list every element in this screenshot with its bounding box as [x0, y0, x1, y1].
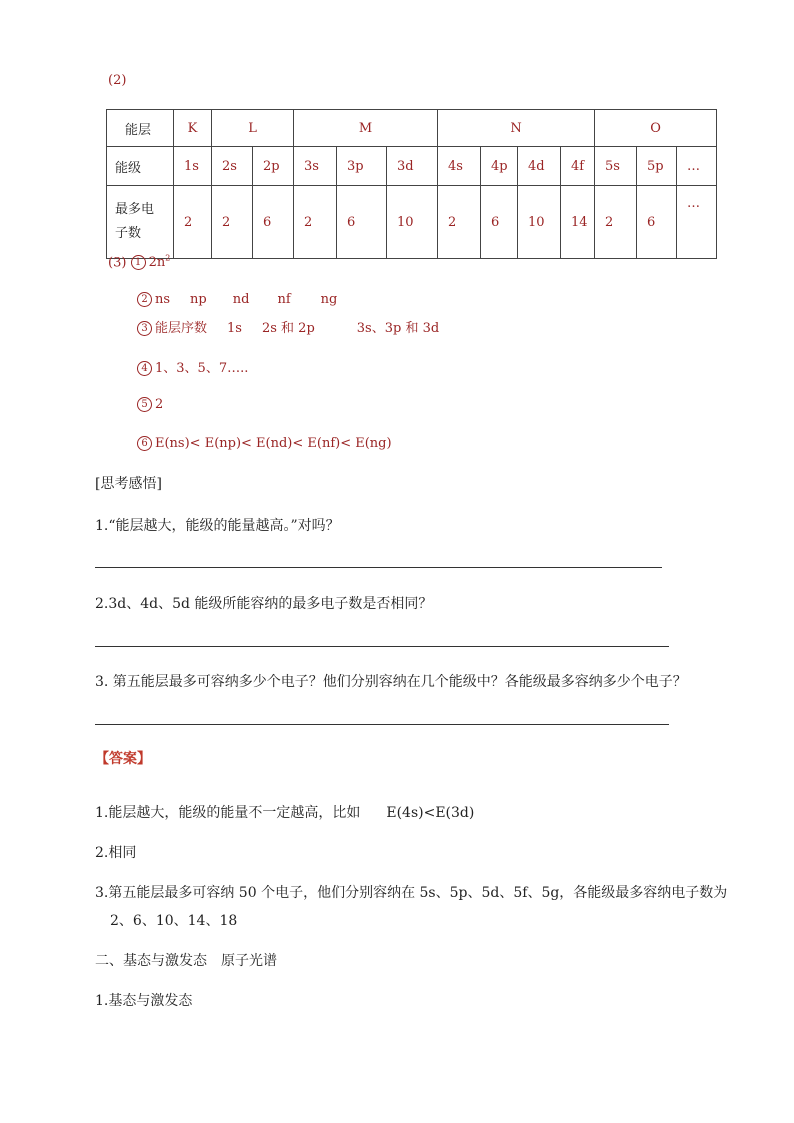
max-electron-cell: 2 — [212, 186, 253, 259]
formula-base: 2n — [148, 255, 166, 271]
max-electron-cell: 2 — [438, 186, 481, 259]
energy-level-table — [106, 109, 717, 259]
max-electron-header-line1: 最多电 — [115, 202, 155, 217]
sublevel-cell: 1s — [174, 147, 212, 186]
max-electron-cell: 6 — [253, 186, 294, 259]
answer-line-3 — [95, 724, 669, 725]
sublevel-cell: 2s — [212, 147, 253, 186]
section2-sub1: 1.基态与激发态 — [95, 993, 193, 1009]
sublevel-cell: 2p — [253, 147, 294, 186]
part3-item6 — [137, 436, 392, 451]
max-electron-cell: 10 — [518, 186, 561, 259]
part3-item5 — [137, 397, 163, 412]
circled-number: 5 — [137, 397, 152, 412]
think-question-2: 2.3d、4d、5d 能级所能容纳的最多电子数是否相同？ — [95, 596, 433, 612]
answer-3-line-2: 2、6、10、14、18 — [110, 913, 238, 929]
item6-text: E(ns)< E(np)< E(nd)< E(nf)< E(ng) — [155, 436, 392, 451]
sublevel-row — [107, 147, 717, 186]
sublevel-cell: 4d — [518, 147, 561, 186]
max-electron-cell: 2 — [174, 186, 212, 259]
answer-line-1 — [95, 567, 662, 568]
answer-1-text: 1.能层越大，能级的能量不一定越高，比如 — [95, 805, 361, 821]
max-electron-cell: 10 — [387, 186, 438, 259]
sublevel-cell: 3p — [337, 147, 387, 186]
part3-item1 — [108, 254, 170, 270]
sublevel-symbol: ng — [320, 292, 338, 307]
sublevel-cell: 3d — [387, 147, 438, 186]
circled-number: 1 — [131, 255, 146, 270]
shell-header: 能层 — [107, 110, 174, 147]
part2-label: (2) — [108, 73, 127, 88]
max-electron-header-line2: 子数 — [115, 226, 142, 241]
item3-part: 1s — [227, 321, 242, 336]
shell-cell: K — [174, 110, 212, 147]
item3-part: 能层序数 — [155, 321, 208, 336]
item4-text: 1、3、5、7….. — [155, 361, 249, 376]
part3-item3 — [137, 317, 439, 336]
sublevel-cell: 5p — [637, 147, 677, 186]
shell-cell: O — [595, 110, 717, 147]
max-electron-header — [107, 186, 174, 259]
item3-part: 2s 和 2p — [261, 321, 315, 336]
shell-cell: N — [438, 110, 595, 147]
sublevel-cell: 4s — [438, 147, 481, 186]
max-electron-cell: 14 — [561, 186, 595, 259]
shell-row — [107, 110, 717, 147]
think-question-3: 3. 第五能层最多可容纳多少个电子？他们分别容纳在几个能级中？各能级最多容纳多少个电子？ — [95, 674, 687, 690]
sublevel-header: 能级 — [107, 147, 174, 186]
think-title: [思考感悟] — [95, 476, 162, 492]
max-electron-cell: 6 — [637, 186, 677, 259]
part3-item4 — [137, 357, 248, 376]
answer-1 — [95, 802, 474, 822]
sublevel-symbol: nd — [232, 292, 250, 307]
sublevel-symbol: np — [190, 292, 207, 307]
answer-tag: 【答案】 — [95, 751, 151, 767]
answer-line-2 — [95, 646, 669, 647]
answer-1-formula: E(4s)<E(3d) — [386, 805, 475, 821]
sublevel-symbol: nf — [277, 292, 291, 307]
max-electron-cell: 6 — [481, 186, 518, 259]
circled-number: 4 — [137, 361, 152, 376]
max-electron-cell: 6 — [337, 186, 387, 259]
shell-cell: M — [294, 110, 438, 147]
part3-label: (3) — [108, 255, 127, 271]
sublevel-symbol: ns — [155, 292, 171, 307]
max-electron-cell: … — [677, 186, 717, 259]
shell-cell: L — [212, 110, 294, 147]
item5-text: 2 — [155, 397, 164, 412]
answer-2: 2.相同 — [95, 845, 137, 861]
sublevel-cell: 5s — [595, 147, 637, 186]
answer-3-line-1: 3.第五能层最多可容纳 50 个电子，他们分别容纳在 5s、5p、5d、5f、5g，各能级最多容纳电子数为 — [95, 885, 728, 901]
circled-number: 2 — [137, 292, 152, 307]
section2-title: 二、基态与激发态 原子光谱 — [95, 953, 277, 969]
think-question-1: 1.“能层越大，能级的能量越高。”对吗？ — [95, 518, 340, 534]
sublevel-cell: 3s — [294, 147, 337, 186]
formula-2n2 — [149, 255, 171, 270]
part3-item2 — [137, 292, 337, 307]
sublevel-cell: … — [677, 147, 717, 186]
circled-number: 6 — [137, 436, 152, 451]
sublevel-cell: 4p — [481, 147, 518, 186]
sublevel-cell: 4f — [561, 147, 595, 186]
max-electron-row — [107, 186, 717, 259]
item3-part: 3s、3p 和 3d — [356, 321, 440, 336]
circled-number: 3 — [137, 321, 152, 336]
max-electron-cell: 2 — [595, 186, 637, 259]
formula-exponent: 2 — [165, 254, 171, 263]
max-electron-cell: 2 — [294, 186, 337, 259]
